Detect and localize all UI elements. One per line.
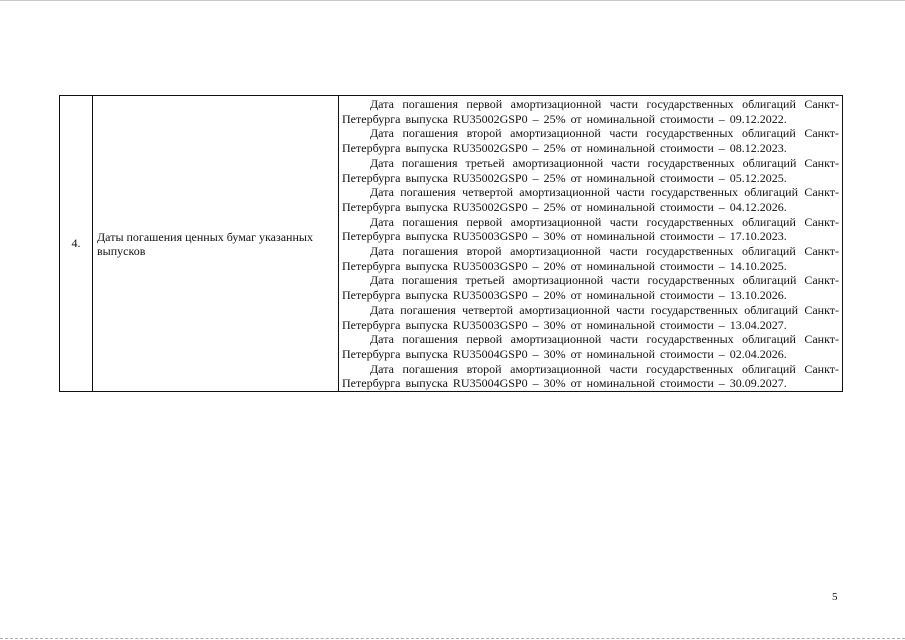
row-name: Даты погашения ценных бумаг указанных выпусков: [93, 96, 339, 392]
maturity-paragraph: Дата погашения второй амортизационной части государственных облигаций Санкт-Петербурга выпуска RU35003GSP0 – 20% от номинальной стоимости – 14.10.2025.: [342, 244, 839, 273]
maturity-paragraph: Дата погашения четвертой амортизационной части государственных облигаций Санкт-Петербурга выпуска RU35002GSP0 – 25% от номинальной стоимости – 04.12.2026.: [342, 185, 839, 214]
maturity-paragraph: Дата погашения четвертой амортизационной части государственных облигаций Санкт-Петербурга выпуска RU35003GSP0 – 30% от номинальной стоимости – 13.04.2027.: [342, 302, 839, 332]
maturity-paragraph: Дата погашения третьей амортизационной части государственных облигаций Санкт-Петербурга выпуска RU35003GSP0 – 20% от номинальной стоимости – 13.10.2026.: [342, 273, 839, 303]
scan-edge-top: [0, 0, 905, 1]
maturity-paragraph: Дата погашения третьей амортизационной части государственных облигаций Санкт-Петербурга выпуска RU35002GSP0 – 25% от номинальной стоимости – 05.12.2025.: [342, 155, 839, 185]
maturity-paragraph: Дата погашения второй амортизационной части государственных облигаций Санкт-Петербурга выпуска RU35002GSP0 – 25% от номинальной стоимости – 08.12.2023.: [342, 126, 839, 156]
maturity-paragraph: Дата погашения второй амортизационной части государственных облигаций Санкт-Петербурга выпуска RU35004GSP0 – 30% от номинальной стоимости – 30.09.2027.: [342, 361, 839, 391]
page-number: 5: [832, 591, 838, 603]
table-row: [60, 96, 843, 392]
maturity-paragraph: Дата погашения первой амортизационной части государственных облигаций Санкт-Петербурга выпуска RU35002GSP0 – 25% от номинальной стоимости – 09.12.2022.: [342, 97, 839, 126]
row-number: 4.: [60, 96, 93, 392]
maturity-table: [59, 95, 843, 392]
maturity-paragraph: Дата погашения первой амортизационной части государственных облигаций Санкт-Петербурга выпуска RU35003GSP0 – 30% от номинальной стоимости – 17.10.2023.: [342, 214, 839, 244]
maturity-paragraph: Дата погашения первой амортизационной части государственных облигаций Санкт-Петербурга выпуска RU35004GSP0 – 30% от номинальной стоимости – 02.04.2026.: [342, 332, 839, 361]
row-description: [339, 96, 843, 392]
